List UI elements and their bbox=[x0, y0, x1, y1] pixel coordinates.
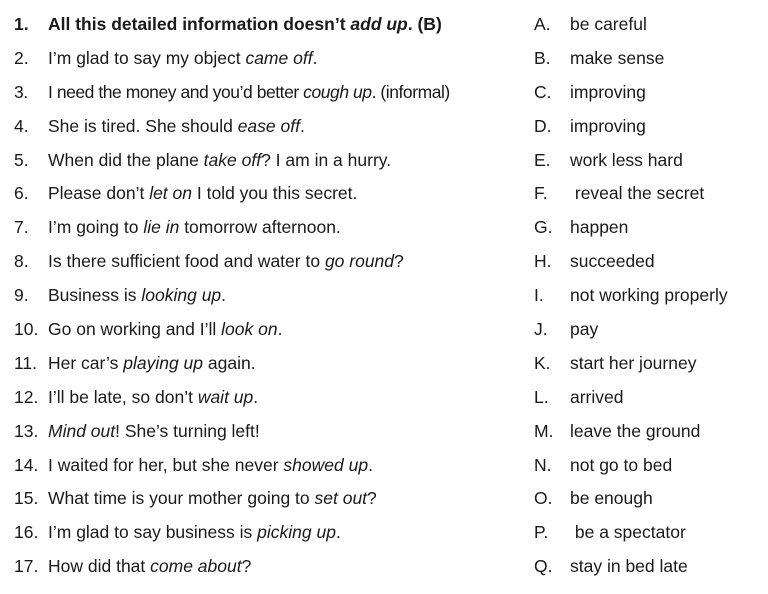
meaning-letter: H. bbox=[534, 251, 552, 272]
phrasal-verb: come about bbox=[150, 556, 242, 577]
sentence-number: 17. bbox=[14, 556, 39, 577]
meaning-text: be enough bbox=[570, 488, 653, 509]
meaning-item bbox=[534, 313, 766, 347]
meaning-text: be a spectator bbox=[570, 522, 686, 543]
sentence-text bbox=[48, 516, 341, 550]
phrasal-verb: playing up bbox=[123, 352, 204, 373]
sentence-number: 16. bbox=[14, 522, 39, 543]
meaning-letter: K. bbox=[534, 352, 551, 373]
sentence-item bbox=[14, 550, 524, 584]
sentence-text-after: . bbox=[277, 319, 283, 340]
meaning-letter: N. bbox=[534, 454, 552, 475]
sentence-text-before: I’m going to bbox=[48, 217, 144, 238]
sentence-number: 13. bbox=[14, 420, 39, 441]
meaning-text: start her journey bbox=[570, 352, 697, 373]
meaning-letter: I. bbox=[534, 285, 544, 306]
meaning-item bbox=[534, 415, 766, 449]
meaning-letter: M. bbox=[534, 420, 554, 441]
sentence-text-after: . bbox=[253, 386, 259, 407]
meaning-list bbox=[534, 8, 766, 584]
phrasal-verb: showed up bbox=[283, 454, 369, 475]
sentence-text-after: . (B) bbox=[407, 14, 442, 34]
meaning-item bbox=[534, 144, 766, 178]
sentence-item bbox=[14, 76, 524, 110]
meaning-item bbox=[534, 279, 766, 313]
meaning-text: improving bbox=[570, 115, 646, 136]
sentence-text bbox=[48, 415, 260, 449]
phrasal-verb: let on bbox=[149, 183, 192, 204]
sentence-text bbox=[48, 8, 442, 42]
meaning-text: arrived bbox=[570, 386, 624, 407]
phrasal-verb: look on bbox=[221, 319, 278, 340]
meaning-text: make sense bbox=[570, 47, 665, 68]
meaning-text: succeeded bbox=[570, 251, 655, 272]
phrasal-verb: set out bbox=[314, 488, 368, 509]
sentence-number: 12. bbox=[14, 386, 39, 407]
meaning-text: pay bbox=[570, 319, 599, 340]
meaning-text: happen bbox=[570, 217, 629, 238]
sentence-text bbox=[48, 76, 450, 110]
sentence-text-after: again. bbox=[203, 352, 256, 373]
meaning-text: leave the ground bbox=[570, 420, 701, 441]
sentence-number: 11. bbox=[14, 352, 38, 373]
meaning-item bbox=[534, 482, 766, 516]
sentence-text-after: ? bbox=[394, 251, 404, 272]
sentence-number: 1. bbox=[14, 14, 29, 34]
sentence-text-after: . bbox=[368, 454, 373, 475]
sentence-item bbox=[14, 144, 524, 178]
meaning-item bbox=[534, 347, 766, 381]
sentence-number: 15. bbox=[14, 488, 39, 509]
sentence-text bbox=[48, 381, 258, 415]
sentence-text bbox=[48, 482, 377, 516]
sentence-number: 5. bbox=[14, 149, 29, 170]
sentence-text-before: Is there sufficient food and water to bbox=[48, 251, 325, 272]
sentence-item bbox=[14, 279, 524, 313]
sentence-text bbox=[48, 177, 357, 211]
sentence-text-after: ! She’s turning left! bbox=[115, 420, 260, 441]
sentence-text-after: ? bbox=[367, 488, 377, 509]
sentence-item bbox=[14, 177, 524, 211]
sentence-text-before: What time is your mother going to bbox=[48, 488, 315, 509]
phrasal-verb: go round bbox=[324, 251, 395, 272]
meaning-letter: B. bbox=[534, 47, 551, 68]
sentence-text bbox=[48, 550, 251, 584]
meaning-text: reveal the secret bbox=[570, 183, 705, 204]
phrasal-verb: cough up bbox=[303, 81, 372, 102]
meaning-item bbox=[534, 550, 766, 584]
sentence-text-after: . bbox=[299, 115, 305, 136]
sentence-text bbox=[48, 211, 341, 245]
sentence-text-before: All this detailed information doesn’t bbox=[48, 14, 351, 34]
sentence-text-before: I’m glad to say business is bbox=[48, 522, 258, 543]
sentence-text-after: ? bbox=[241, 556, 252, 577]
sentence-item bbox=[14, 42, 524, 76]
sentence-text-after: tomorrow afternoon. bbox=[179, 217, 341, 238]
meaning-item bbox=[534, 8, 766, 42]
meaning-text: stay in bed late bbox=[570, 556, 688, 577]
sentence-text bbox=[48, 279, 226, 313]
sentence-text-after: . bbox=[312, 47, 318, 68]
meaning-item bbox=[534, 76, 766, 110]
sentence-item bbox=[14, 8, 524, 42]
meaning-letter: G. bbox=[534, 217, 553, 238]
sentence-number: 14. bbox=[14, 454, 39, 475]
sentence-text-before: I’m glad to say my object bbox=[48, 47, 246, 68]
meaning-letter: O. bbox=[534, 488, 553, 509]
sentence-text-before: I need the money and you’d better bbox=[48, 81, 304, 102]
sentence-item bbox=[14, 449, 524, 483]
phrasal-verb: ease off bbox=[237, 115, 300, 136]
sentence-text-before: I’ll be late, so don’t bbox=[48, 386, 198, 407]
sentence-item bbox=[14, 245, 524, 279]
meaning-letter: J. bbox=[534, 319, 548, 340]
phrasal-verb: add up bbox=[350, 14, 408, 34]
meaning-item bbox=[534, 110, 766, 144]
sentence-list bbox=[14, 8, 524, 584]
sentence-text bbox=[48, 313, 282, 347]
meaning-letter: D. bbox=[534, 115, 552, 136]
sentence-number: 4. bbox=[14, 115, 29, 136]
meaning-item bbox=[534, 381, 766, 415]
sentence-text-before: Her car’s bbox=[48, 352, 124, 373]
meaning-item bbox=[534, 449, 766, 483]
phrasal-verb: looking up bbox=[141, 285, 222, 306]
meaning-text: be careful bbox=[570, 14, 647, 34]
sentence-text-before: She is tired. She should bbox=[48, 115, 238, 136]
meaning-item bbox=[534, 516, 766, 550]
sentence-number: 3. bbox=[14, 81, 28, 102]
sentence-item bbox=[14, 347, 524, 381]
sentence-text bbox=[48, 144, 391, 178]
meaning-text: work less hard bbox=[570, 149, 683, 170]
sentence-text-before: Please don’t bbox=[48, 183, 150, 204]
meaning-text: not working properly bbox=[570, 285, 728, 306]
meaning-text: improving bbox=[570, 81, 646, 102]
sentence-item bbox=[14, 415, 524, 449]
meaning-letter: A. bbox=[534, 14, 551, 34]
sentence-number: 7. bbox=[14, 217, 29, 238]
phrasal-verb: lie in bbox=[143, 217, 180, 238]
meaning-item bbox=[534, 42, 766, 76]
meaning-item bbox=[534, 177, 766, 211]
sentence-text-after: ? I am in a hurry. bbox=[261, 149, 392, 170]
sentence-text bbox=[48, 449, 373, 483]
meaning-letter: Q. bbox=[534, 556, 553, 577]
phrasal-verb: picking up bbox=[257, 522, 336, 543]
phrasal-verb: take off bbox=[203, 149, 262, 170]
sentence-item bbox=[14, 516, 524, 550]
phrasal-verb: Mind out bbox=[48, 420, 116, 441]
meaning-text: not go to bed bbox=[570, 454, 673, 475]
meaning-letter: F. bbox=[534, 183, 548, 204]
sentence-text-before: I waited for her, but she never bbox=[48, 454, 284, 475]
sentence-item bbox=[14, 110, 524, 144]
sentence-text-after: I told you this secret. bbox=[192, 183, 358, 204]
meaning-letter: L. bbox=[534, 386, 549, 407]
sentence-text-after: . bbox=[221, 285, 227, 306]
sentence-number: 10. bbox=[14, 319, 39, 340]
phrasal-verb: came off bbox=[245, 47, 313, 68]
meaning-letter: C. bbox=[534, 81, 552, 102]
sentence-text-before: How did that bbox=[48, 556, 151, 577]
sentence-item bbox=[14, 482, 524, 516]
sentence-text bbox=[48, 245, 404, 279]
sentence-text-after: . bbox=[335, 522, 341, 543]
sentence-number: 8. bbox=[14, 251, 29, 272]
sentence-number: 9. bbox=[14, 285, 29, 306]
sentence-text bbox=[48, 42, 317, 76]
sentence-number: 2. bbox=[14, 47, 29, 68]
sentence-text-after: . (informal) bbox=[371, 81, 450, 102]
sentence-text bbox=[48, 110, 305, 144]
phrasal-verb: wait up bbox=[197, 386, 254, 407]
meaning-letter: P. bbox=[534, 522, 549, 543]
sentence-item bbox=[14, 381, 524, 415]
sentence-item bbox=[14, 313, 524, 347]
sentence-item bbox=[14, 211, 524, 245]
sentence-text bbox=[48, 347, 256, 381]
sentence-text-before: When did the plane bbox=[48, 149, 204, 170]
sentence-text-before: Go on working and I’ll bbox=[48, 319, 222, 340]
meaning-item bbox=[534, 211, 766, 245]
sentence-text-before: Business is bbox=[48, 285, 142, 306]
sentence-number: 6. bbox=[14, 183, 29, 204]
meaning-letter: E. bbox=[534, 149, 551, 170]
meaning-item bbox=[534, 245, 766, 279]
